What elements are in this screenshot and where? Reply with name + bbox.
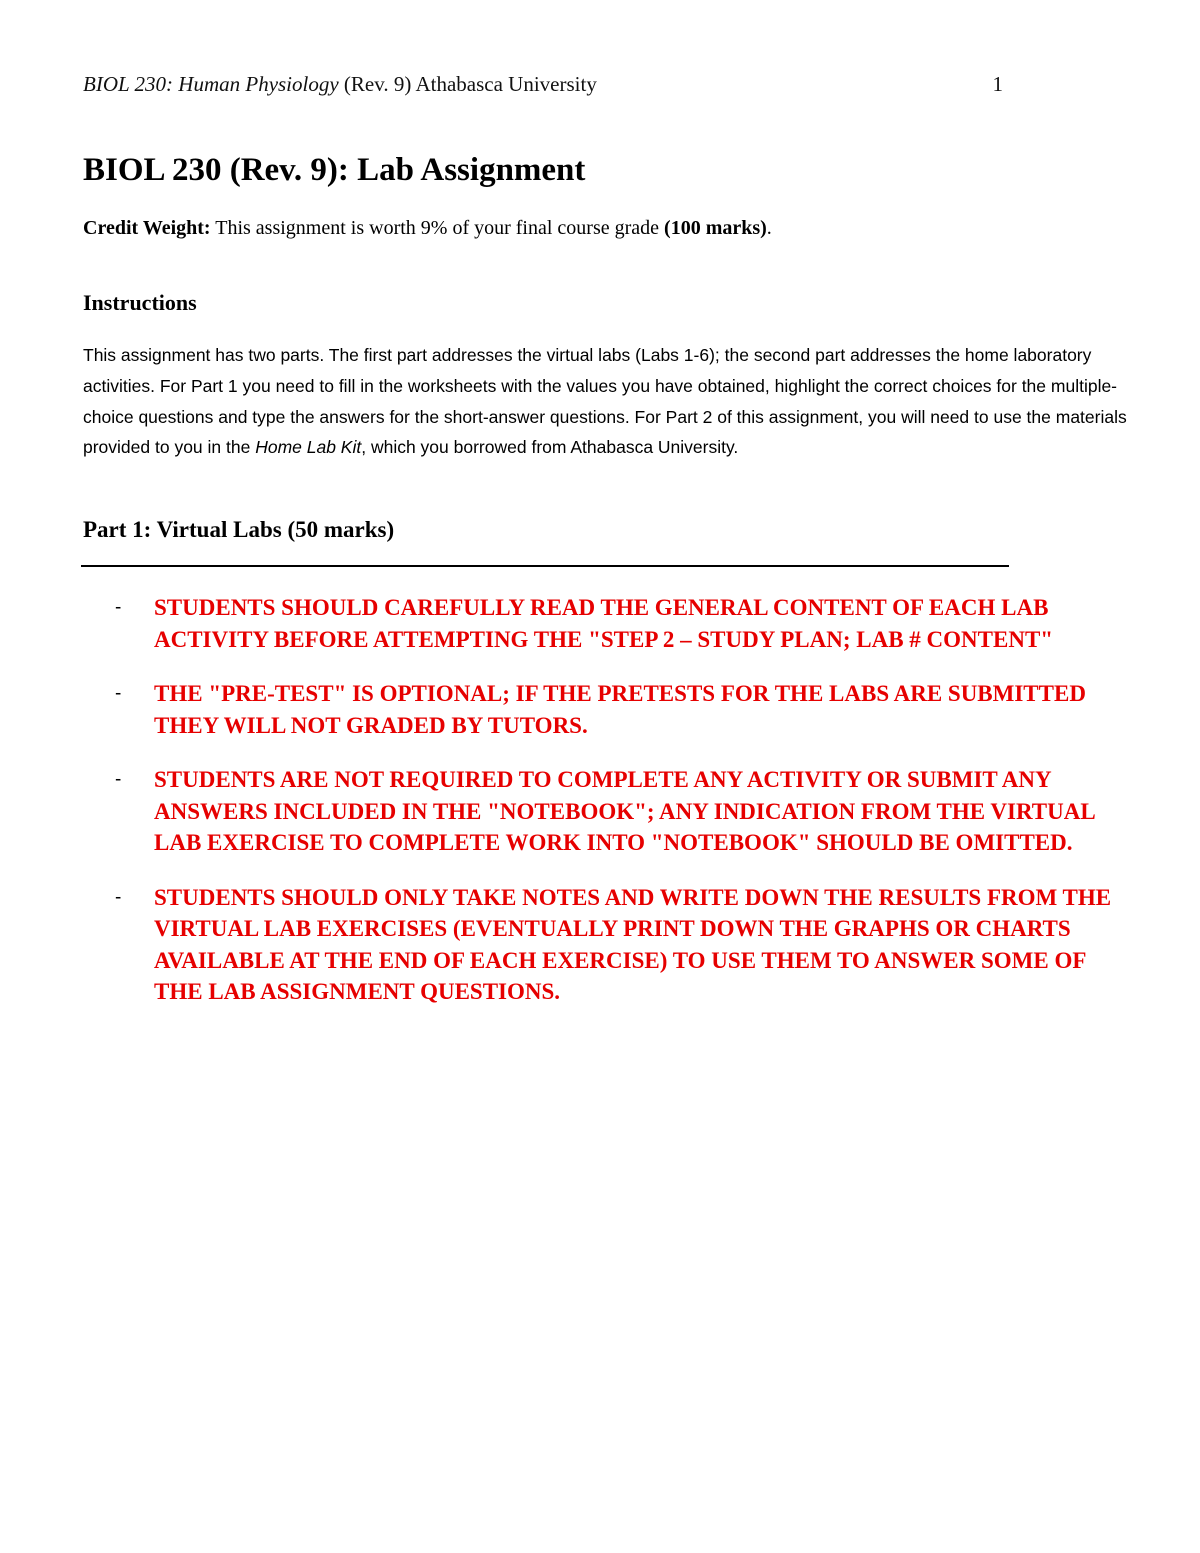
page-header [83, 72, 1003, 97]
list-item [115, 882, 1125, 1008]
credit-weight-label: Credit Weight: [83, 217, 211, 239]
bullet-dash: - [115, 769, 122, 790]
list-item [115, 678, 1125, 741]
page-number: 1 [992, 72, 1003, 96]
bullet-dash: - [115, 597, 122, 618]
credit-weight-end: . [766, 217, 772, 239]
bullet-dash: - [115, 683, 122, 704]
horizontal-rule [81, 565, 1009, 567]
note-text: STUDENTS ARE NOT REQUIRED TO COMPLETE ANY ACTIVITY OR SUBMIT ANY ANSWERS INCLUDED IN THE "NOTEBOOK"; ANY INDICATION FROM THE VIRTUAL LAB EXERCISE TO COMPLETE WORK INTO "NOTEBOOK" SHOULD BE OMITTED. [154, 767, 1095, 855]
note-text: STUDENTS SHOULD ONLY TAKE NOTES AND WRITE DOWN THE RESULTS FROM THE VIRTUAL LAB EXERCISES (EVENTUALLY PRINT DOWN THE GRAPHS OR CHARTS AVAILABLE AT THE END OF EACH EXERCISE) TO USE THEM TO ANSWER SOME OF THE LAB ASSIGNMENT QUESTIONS. [154, 884, 1112, 1004]
instructions-body [83, 340, 1133, 463]
home-lab-kit: Home Lab Kit [255, 437, 362, 458]
header-course-title: BIOL 230: Human Physiology [83, 72, 339, 96]
bullet-dash: - [115, 886, 122, 908]
instructions-text-2: , which you borrowed from Athabasca University. [361, 437, 739, 458]
important-notes-list [115, 592, 1125, 1031]
list-item [115, 592, 1125, 655]
document-title: BIOL 230 (Rev. 9): Lab Assignment [83, 152, 586, 188]
credit-weight-text: This assignment is worth 9% of your final course grade [210, 217, 665, 239]
part1-heading: Part 1: Virtual Labs (50 marks) [83, 517, 395, 542]
list-item [115, 764, 1125, 859]
instructions-text-1: This assignment has two parts. The first part addresses the virtual labs (Labs 1-6); the second part addresses the home laboratory activities. For Part 1 you need to fill in the worksheets with the values you have obtained, highlight the correct choices for the multiple-choice questions and type the answers for the short-answer questions. For Part 2 of this assignment, you will need to use the materials provided to you in the [83, 345, 1127, 458]
instructions-heading: Instructions [83, 290, 197, 315]
header-course-info: (Rev. 9) Athabasca University [338, 72, 597, 96]
credit-weight [83, 214, 772, 242]
credit-weight-marks: (100 marks) [664, 217, 767, 239]
note-text: THE "PRE-TEST" IS OPTIONAL; IF THE PRETESTS FOR THE LABS ARE SUBMITTED THEY WILL NOT GRADED BY TUTORS. [154, 681, 1086, 738]
note-text: STUDENTS SHOULD CAREFULLY READ THE GENERAL CONTENT OF EACH LAB ACTIVITY BEFORE ATTEMPTING THE "STEP 2 – STUDY PLAN; LAB # CONTENT" [154, 595, 1054, 652]
